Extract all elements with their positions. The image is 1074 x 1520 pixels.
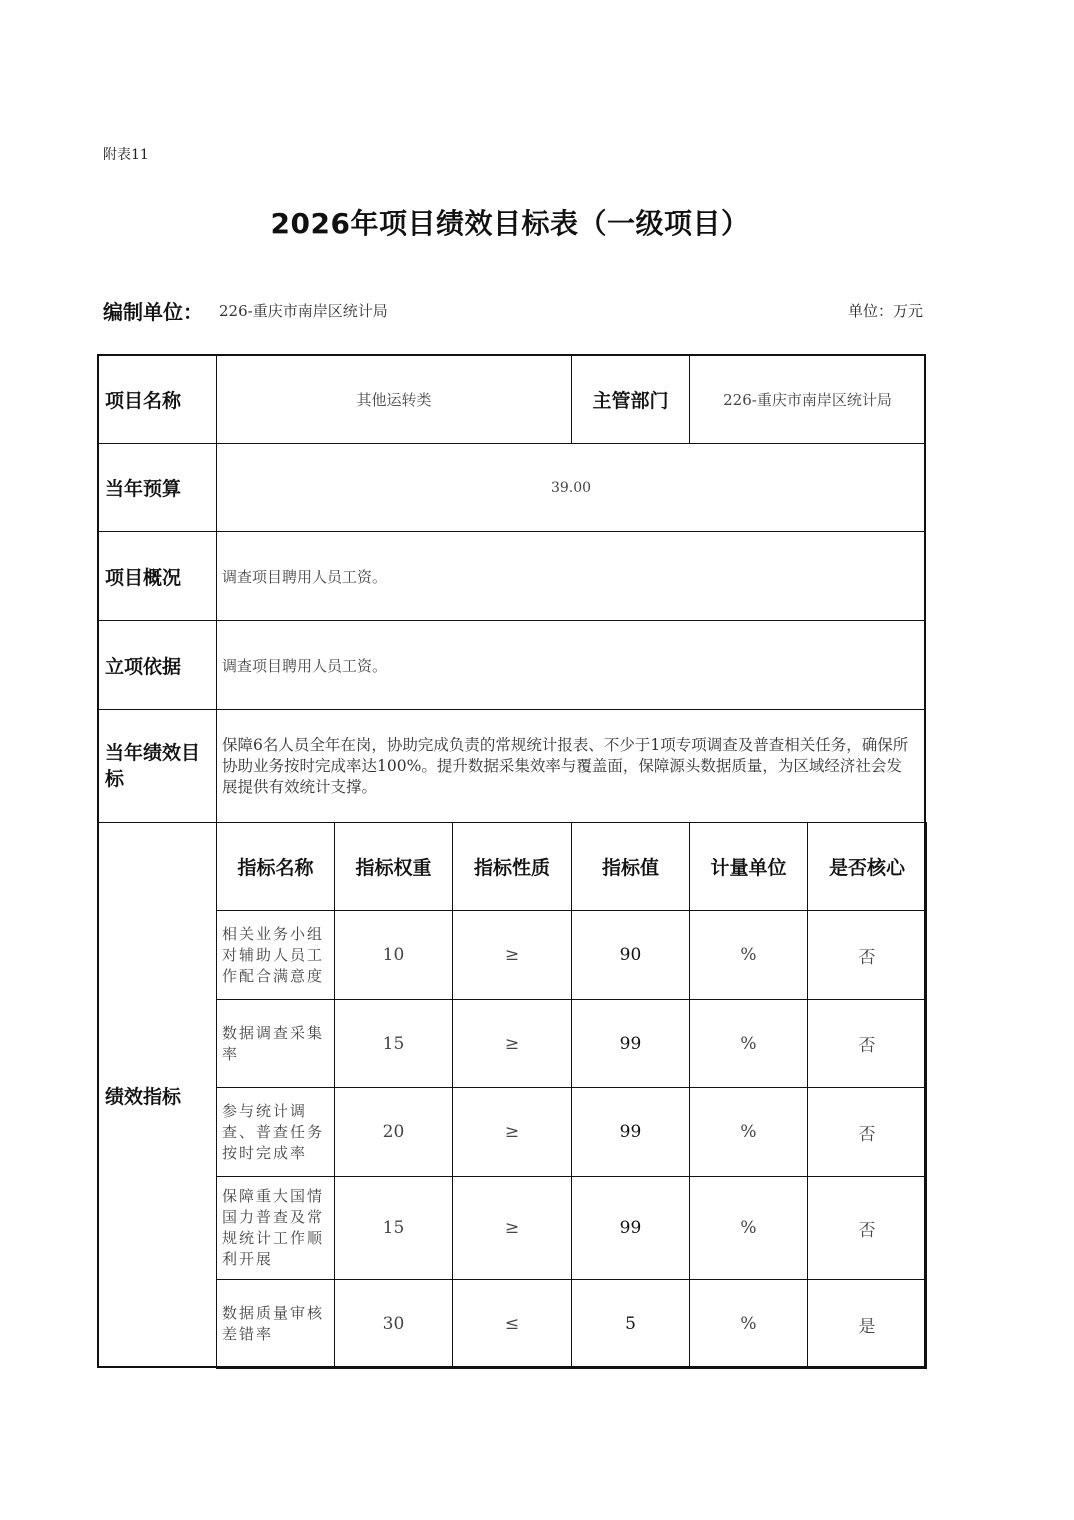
indicator-name: 参与统计调查、普查任务按时完成率 [216,1087,335,1177]
indicator-value: 99 [571,1087,690,1177]
indicator-weight: 20 [334,1087,453,1177]
indicator-nature: ≥ [452,1176,572,1280]
indicator-value: 99 [571,999,690,1088]
indicator-name: 数据质量审核差错率 [216,1279,335,1369]
overview-value: 调查项目聘用人员工资。 [216,531,926,621]
indicator-core: 否 [807,1087,927,1177]
indicator-unit: % [689,1176,808,1280]
indicator-unit: % [689,1279,808,1369]
indicators-section-label: 绩效指标 [97,822,217,1368]
indicator-nature: ≥ [452,999,572,1088]
indicator-name: 保障重大国情国力普查及常规统计工作顺利开展 [216,1176,335,1280]
budget-label: 当年预算 [97,443,217,532]
column-header: 计量单位 [689,822,808,911]
org-label: 编制单位： [103,300,203,324]
project-name-label: 项目名称 [97,354,217,444]
indicator-name: 相关业务小组对辅助人员工作配合满意度 [216,910,335,1000]
performance-table [97,354,926,1368]
column-header: 是否核心 [807,822,927,911]
project-name-value: 其他运转类 [216,354,572,444]
indicator-name: 数据调查采集率 [216,999,335,1088]
indicator-nature: ≤ [452,1279,572,1369]
basis-value: 调查项目聘用人员工资。 [216,620,926,710]
column-header: 指标名称 [216,822,335,911]
basis-label: 立项依据 [97,620,217,710]
dept-value: 226-重庆市南岸区统计局 [689,354,926,444]
column-header: 指标权重 [334,822,453,911]
indicator-nature: ≥ [452,1087,572,1177]
budget-value: 39.00 [216,443,926,532]
column-header: 指标值 [571,822,690,911]
indicator-unit: % [689,999,808,1088]
goal-value: 保障6名人员全年在岗，协助完成负责的常规统计报表、不少于1项专项调查及普查相关任务，确保所协助业务按时完成率达100%。提升数据采集效率与覆盖面，保障源头数据质量，为区域经济社会发展提供有效统计支撑。 [216,709,926,823]
indicator-core: 否 [807,999,927,1088]
indicator-core: 是 [807,1279,927,1369]
indicator-unit: % [689,1087,808,1177]
indicator-core: 否 [807,910,927,1000]
indicator-weight: 10 [334,910,453,1000]
indicator-value: 99 [571,1176,690,1280]
indicator-core: 否 [807,1176,927,1280]
dept-label: 主管部门 [571,354,690,444]
meta-row [103,296,923,324]
indicator-nature: ≥ [452,910,572,1000]
column-header: 指标性质 [452,822,572,911]
page-title: 2026年项目绩效目标表（一级项目） [270,207,750,240]
unit-label: 单位：万元 [847,302,923,320]
overview-label: 项目概况 [97,531,217,621]
indicator-value: 5 [571,1279,690,1369]
indicator-weight: 30 [334,1279,453,1369]
indicator-weight: 15 [334,1176,453,1280]
goal-label: 当年绩效目标 [97,709,217,823]
org-value: 226-重庆市南岸区统计局 [219,302,388,320]
indicator-value: 90 [571,910,690,1000]
indicator-unit: % [689,910,808,1000]
indicator-weight: 15 [334,999,453,1088]
annex-label: 附表11 [103,147,149,163]
